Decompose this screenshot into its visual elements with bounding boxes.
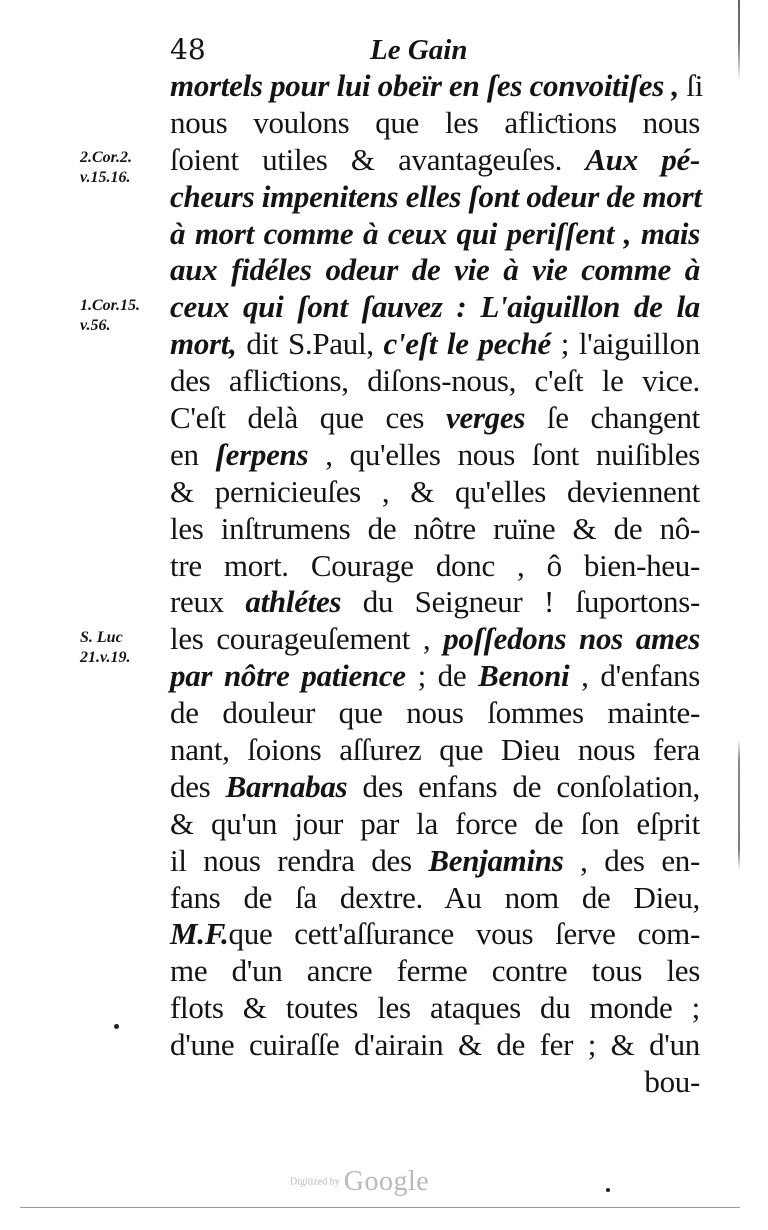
margin-note-1cor [80,296,140,336]
italic-segment: ſerpens [215,436,309,472]
roman-segment: les courageuſement , [170,621,444,657]
roman-segment: ſoient utiles & avantageuſes. [170,141,586,177]
italic-segment: Benjamins [428,842,564,878]
roman-segment: , des en- [563,842,701,878]
ink-speck [114,1024,119,1029]
roman-segment: des [170,768,226,804]
bottom-rule [20,1207,740,1208]
italic-segment: athlétes [245,584,342,620]
margin-note-line: 21.v.19. [80,649,131,666]
roman-segment: du Seigneur ! ſuportons- [341,584,700,620]
italic-segment: Aux pé- [585,141,700,177]
italic-segment: aux fidéles odeur de vie à vie comme à [170,252,700,288]
margin-note-line: v.15.16. [80,169,131,186]
roman-segment: d'une cuiraſſe d'airain & de fer ; & d'un [170,1027,700,1063]
text-line [170,843,700,880]
margin-note-line: 2.Cor.2. [80,149,133,166]
roman-segment: bou- [644,1064,700,1100]
text-line [170,105,700,142]
roman-segment: flots & toutes les ataques du monde ; [170,990,700,1026]
text-line [170,621,700,658]
google-logo: Google [343,1166,430,1197]
roman-segment: ſi [678,68,704,103]
text-line [170,806,700,843]
roman-segment: & qu'un jour par la force de ſon eſprit [170,805,700,841]
ink-speck [606,1188,610,1192]
italic-segment: à mort comme à ceux qui periſſent , mais [170,215,700,251]
binding-edge-shadow [738,0,740,1230]
roman-segment: ; de [405,658,479,694]
italic-segment: poſſedons nos ames [443,621,700,657]
text-line [170,400,700,437]
italic-segment: M.F. [170,916,229,952]
page-header-title: Le Gain [370,34,468,66]
text-line [170,732,700,769]
italic-segment: Benoni [478,658,570,694]
roman-segment: les inſtrumens de nôtre ruïne & de nô- [170,510,700,546]
italic-segment: par nôtre patience [170,658,406,694]
italic-segment: verges [445,400,526,436]
roman-segment: , qu'elles nous ſont nuiſibles [308,436,700,472]
roman-segment: C'eſt delà que ces [170,400,446,436]
text-line [170,179,700,216]
italic-segment: ceux qui ſont ſauvez : L'aiguillon de la [170,289,700,325]
text-line [170,326,700,363]
margin-note-2cor [80,148,132,188]
roman-segment: reux [170,584,246,620]
text-line [170,584,700,621]
margin-note-line: v.56. [80,317,111,334]
text-line [170,511,700,548]
italic-segment: mort, [170,326,237,362]
text-line [170,289,700,326]
margin-note-luc [80,628,131,668]
roman-segment: & pernicieuſes , & qu'elles deviennent [170,473,700,509]
page-number: 48 [170,33,206,66]
roman-segment: en [170,436,216,472]
text-line [170,769,700,806]
roman-segment: nous voulons que les afliƈtions nous [170,104,700,140]
text-line [170,68,704,105]
text-line [170,216,700,253]
roman-segment: ſe changent [525,400,700,436]
roman-segment: des afliƈtions, diſons-nous, c'eſt le vice. [170,363,700,399]
text-line [170,252,700,289]
roman-segment: dit S.Paul, [236,326,384,362]
italic-segment: Barnabas [225,768,348,804]
roman-segment: fans de ſa dextre. Au nom de Dieu, [170,879,700,915]
roman-segment: ; l'aiguillon [550,326,700,362]
roman-segment: il nous rendra des [170,842,429,878]
roman-segment: de douleur que nous ſommes mainte- [170,695,700,731]
text-line [170,953,700,990]
roman-segment: que cett'aſſurance vous ſerve com- [228,916,700,952]
digitized-prefix: Digitized by [290,1176,340,1188]
text-line [170,880,700,917]
roman-segment: des enfans de conſolation, [347,768,701,804]
roman-segment: , d'enfans [569,658,700,694]
italic-segment: c'eſt le peché [383,326,551,362]
running-head [170,32,700,68]
italic-segment: cheurs impenitens elles ſont odeur de mort [170,178,702,214]
margin-note-line: 1.Cor.15. [80,297,141,314]
roman-segment: tre mort. Courage donc , ô bien-heu- [170,547,700,583]
text-line [170,916,700,953]
italic-segment: mortels pour lui obeïr en ſes convoitiſes , [170,68,679,103]
text-line [170,437,700,474]
text-line [170,990,700,1027]
text-line [170,1064,700,1101]
text-line [170,363,700,400]
roman-segment: nant, ſoions aſſurez que Dieu nous fera [170,732,700,768]
text-line [170,658,700,695]
text-line [170,1027,700,1064]
text-line [170,474,700,511]
body-text [170,68,704,1101]
roman-segment: me d'un ancre ferme contre tous les [170,953,700,989]
margin-note-line: S. Luc [80,629,123,646]
text-line [170,695,700,732]
digitized-by-footer [290,1166,490,1202]
text-line [170,548,700,585]
text-line [170,142,700,179]
